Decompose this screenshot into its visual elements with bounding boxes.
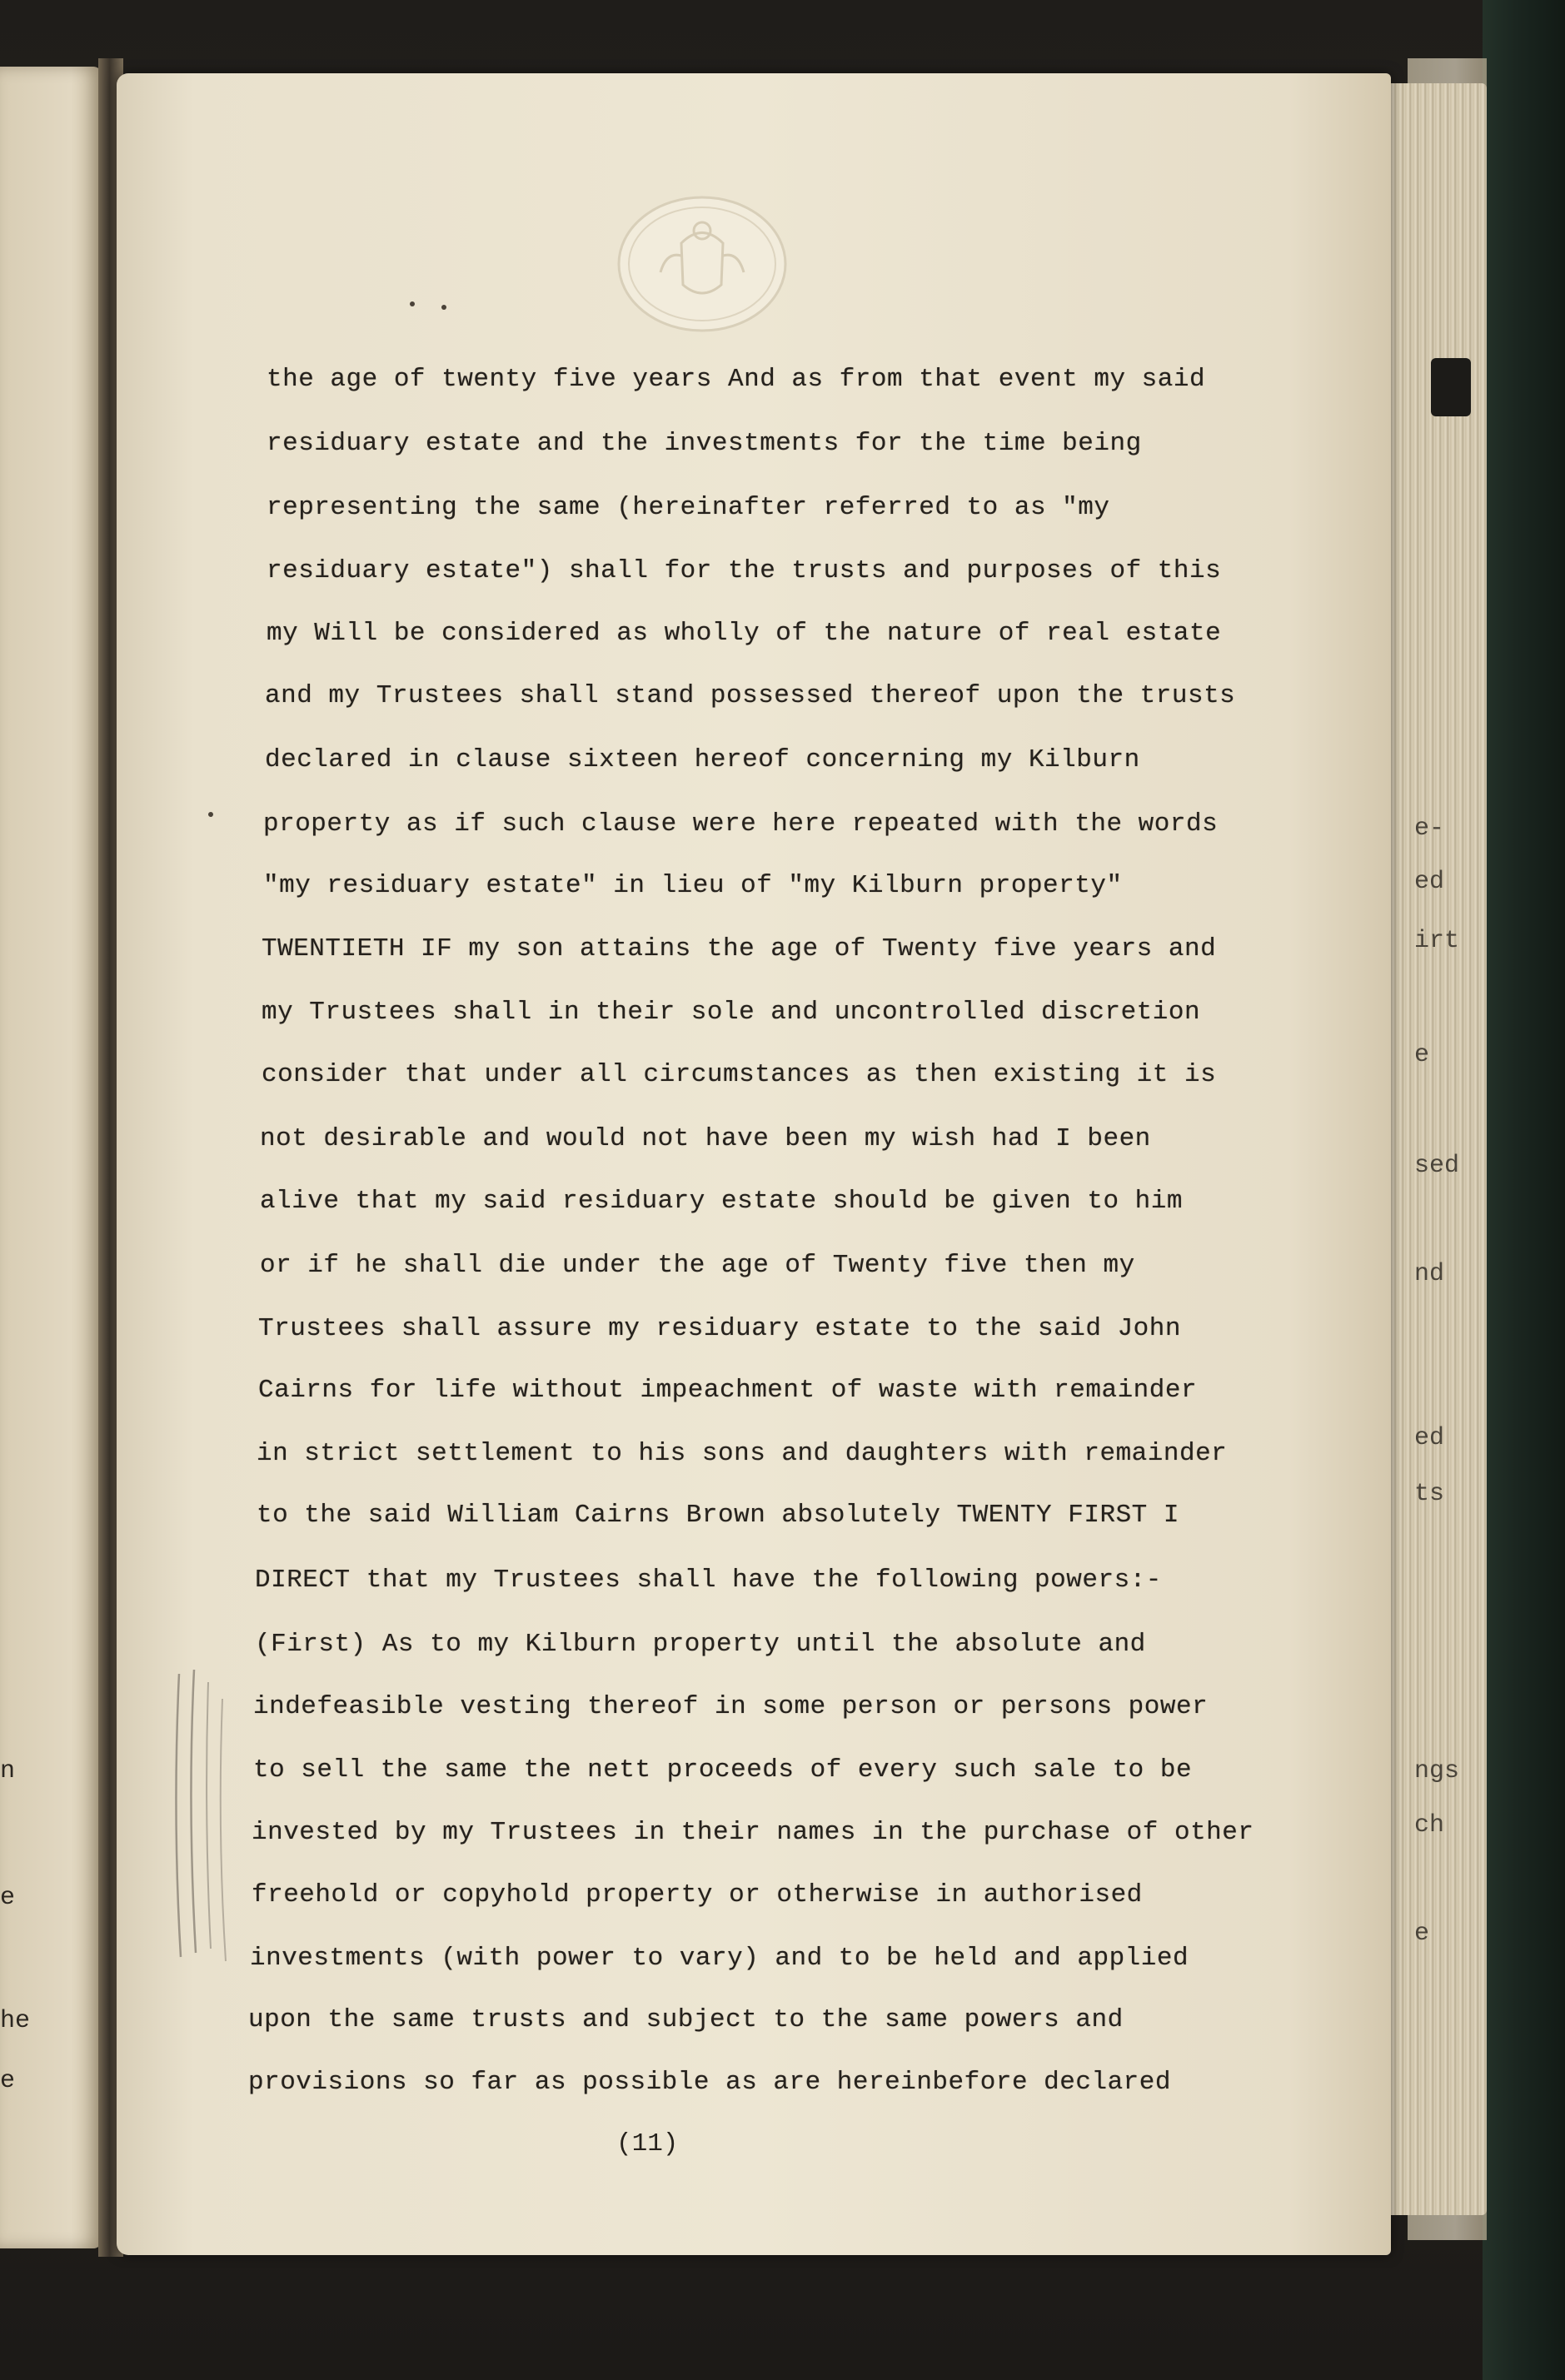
embossed-seal-icon — [615, 193, 790, 335]
document-line: declared in clause sixteen hereof concerning my Kilburn — [265, 745, 1140, 774]
pencil-margin-marks — [162, 1666, 246, 1965]
left-page-fragment: e — [0, 2067, 16, 2095]
stack-page-fragment: ngs — [1414, 1757, 1460, 1785]
document-line: to sell the same the nett proceeds of every such sale to be — [253, 1755, 1193, 1785]
document-line: freehold or copyhold property or otherwise in authorised — [252, 1880, 1143, 1909]
left-page-fragment: n — [0, 1757, 16, 1785]
document-line: (First) As to my Kilburn property until the absolute and — [255, 1630, 1146, 1659]
stack-page-fragment: sed — [1414, 1152, 1460, 1180]
stack-page-fragment: e — [1414, 1919, 1430, 1948]
document-line: alive that my said residuary estate should be given to him — [260, 1187, 1183, 1216]
document-line: representing the same (hereinafter referred to as "my — [267, 493, 1110, 522]
left-page-fragment: e — [0, 1884, 16, 1912]
document-line: investments (with power to vary) and to be held and applied — [250, 1944, 1189, 1973]
document-line: my Trustees shall in their sole and uncontrolled discretion — [262, 998, 1201, 1027]
book-binding — [1483, 0, 1565, 2380]
document-line: invested by my Trustees in their names in the purchase of other — [252, 1818, 1254, 1847]
document-line: Trustees shall assure my residuary estate to the said John — [258, 1314, 1181, 1343]
left-page-fragment: he — [0, 2007, 31, 2035]
document-line: consider that under all circumstances as then existing it is — [262, 1060, 1217, 1089]
binding-tab — [1431, 358, 1471, 416]
document-line: TWENTIETH IF my son attains the age of Twenty five years and — [262, 934, 1217, 963]
stack-page-fragment: ed — [1414, 868, 1445, 896]
stack-page-fragment: e — [1414, 1041, 1430, 1069]
document-line: "my residuary estate" in lieu of "my Kilburn property" — [263, 871, 1123, 900]
left-facing-page — [0, 67, 102, 2248]
document-line: indefeasible vesting thereof in some person or persons power — [253, 1692, 1209, 1721]
document-line: residuary estate") shall for the trusts and purposes of this — [267, 556, 1222, 585]
document-line: Cairns for life without impeachment of waste with remainder — [258, 1376, 1198, 1405]
document-line: to the said William Cairns Brown absolutely TWENTY FIRST I — [257, 1501, 1179, 1530]
stack-page-fragment: ed — [1414, 1424, 1445, 1452]
document-line: upon the same trusts and subject to the same powers and — [248, 2005, 1124, 2034]
stack-page-fragment: nd — [1414, 1260, 1445, 1288]
document-line: residuary estate and the investments for the time being — [267, 429, 1142, 458]
document-line: DIRECT that my Trustees shall have the following powers:- — [255, 1566, 1162, 1595]
ink-dot — [410, 301, 415, 306]
stack-page-fragment: e- — [1414, 814, 1445, 843]
ink-dot — [441, 305, 446, 310]
document-line: property as if such clause were here repeated with the words — [263, 809, 1219, 839]
stack-page-fragment: irt — [1414, 927, 1460, 955]
main-page — [117, 73, 1391, 2255]
page-number: (11) — [616, 2129, 679, 2158]
ink-dot — [208, 812, 213, 817]
document-line: provisions so far as possible as are hereinbefore declared — [248, 2068, 1171, 2097]
document-line: my Will be considered as wholly of the nature of real estate — [267, 619, 1222, 648]
document-line: or if he shall die under the age of Twenty five then my — [260, 1251, 1135, 1280]
stack-page-fragment: ts — [1414, 1480, 1445, 1508]
document-line: in strict settlement to his sons and daughters with remainder — [257, 1439, 1228, 1468]
document-line: not desirable and would not have been my wish had I been — [260, 1124, 1151, 1153]
document-line: the age of twenty five years And as from that event my said — [267, 365, 1206, 394]
stack-page-fragment: ch — [1414, 1811, 1445, 1840]
document-line: and my Trustees shall stand possessed thereof upon the trusts — [265, 681, 1236, 710]
